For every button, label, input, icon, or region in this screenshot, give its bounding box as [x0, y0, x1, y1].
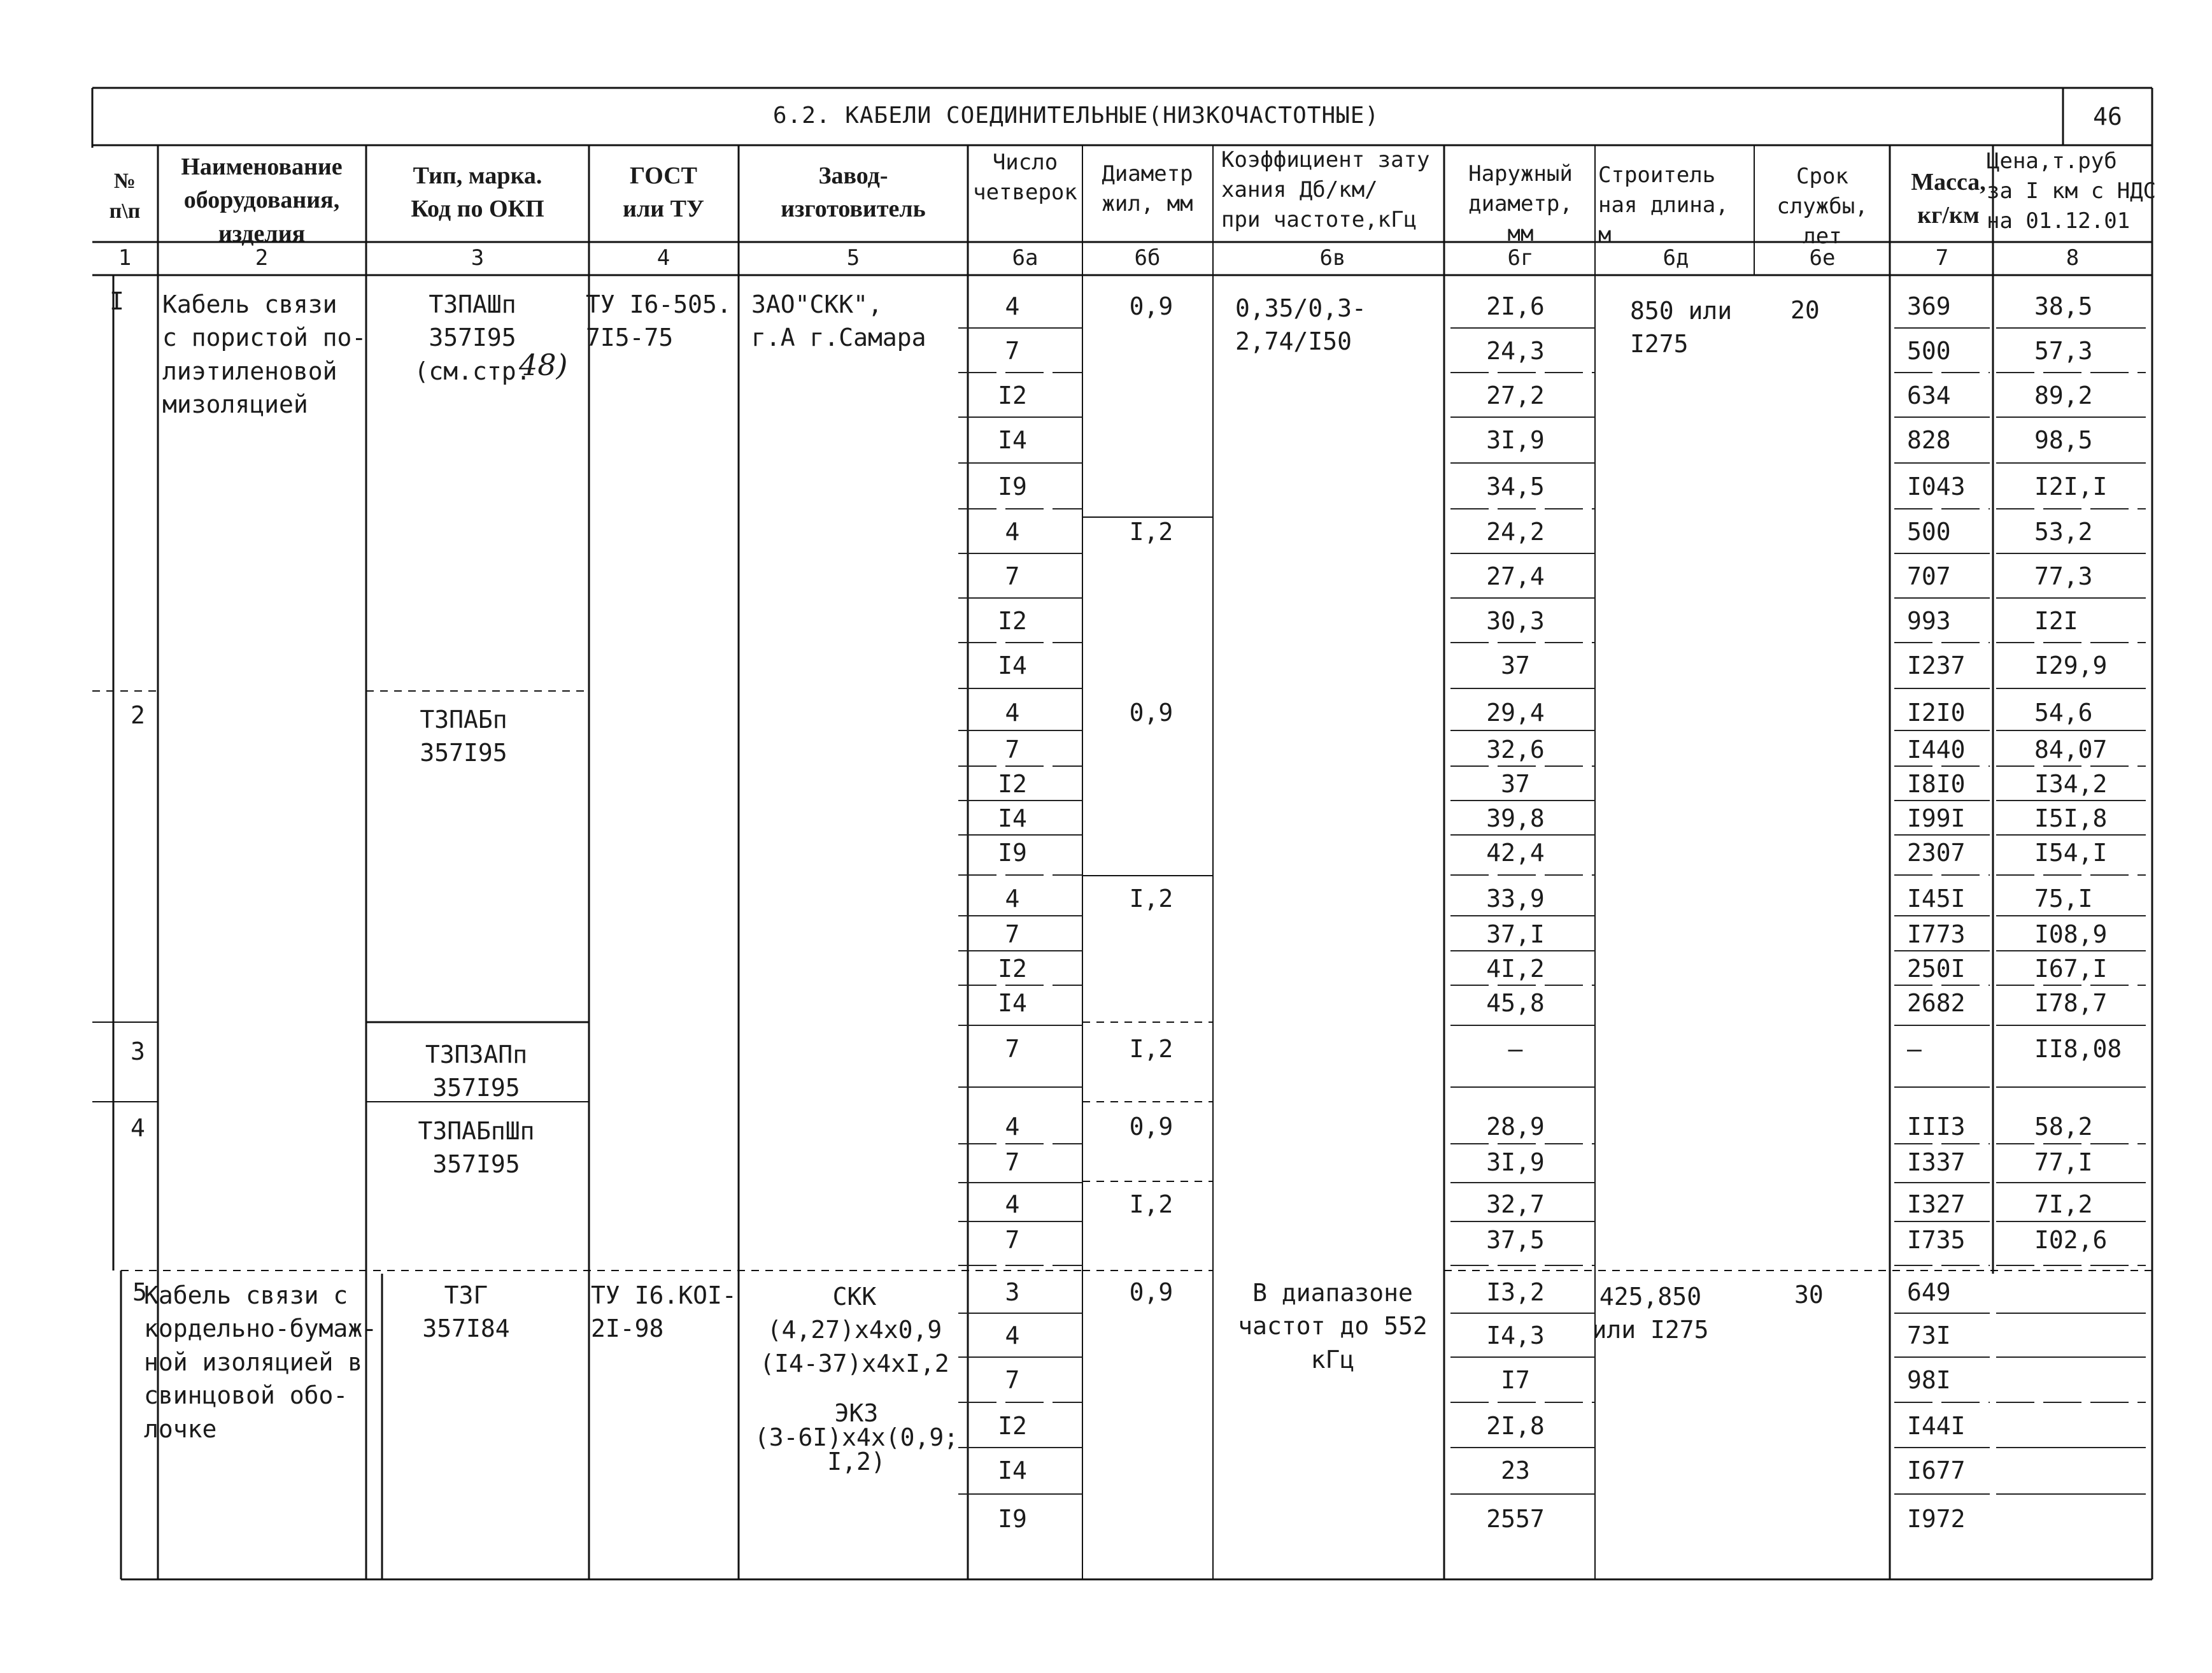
- mass-value: 2682: [1907, 989, 1966, 1017]
- header-diameter: Диаметр жил, мм: [1102, 161, 1193, 217]
- item-attenuation: 0,35/0,3- 2,74/I50: [1235, 294, 1366, 356]
- price-value: 57,3: [2034, 337, 2093, 365]
- diameter-value: 0,9: [1129, 292, 1173, 320]
- column-number: 6а: [1012, 245, 1039, 271]
- price-value: 89,2: [2034, 381, 2093, 409]
- item-maker: ЗАО"СКК", г.А г.Самара: [751, 290, 926, 352]
- outer-diameter-value: 34,5: [1486, 473, 1545, 501]
- quads-value: I2: [998, 1412, 1027, 1440]
- item-type: ТЗГ 357I84: [422, 1281, 510, 1343]
- quads-value: I9: [998, 1505, 1027, 1533]
- column-number: 6в: [1319, 245, 1346, 271]
- outer-diameter-value: 2I,8: [1486, 1412, 1545, 1440]
- column-number: 6д: [1663, 245, 1689, 271]
- mass-value: 649: [1907, 1278, 1951, 1306]
- column-number: 8: [2066, 245, 2080, 271]
- mass-value: I237: [1907, 651, 1966, 680]
- page-number: 46: [2093, 103, 2122, 131]
- quads-value: 4: [1005, 1113, 1020, 1141]
- mass-value: I972: [1907, 1505, 1966, 1533]
- outer-diameter-value: 37,I: [1486, 920, 1545, 948]
- quads-value: 7: [1005, 736, 1020, 764]
- column-number: 1: [118, 245, 132, 271]
- header-gost: ГОСТ или ТУ: [623, 162, 704, 223]
- item-service-life: 30: [1794, 1281, 1824, 1309]
- outer-diameter-value: 32,7: [1486, 1190, 1545, 1218]
- quads-value: I9: [998, 473, 1027, 501]
- outer-diameter-value: 37: [1501, 651, 1530, 680]
- header-maker: Завод- изготовитель: [781, 162, 926, 223]
- outer-diameter-value: 39,8: [1486, 804, 1545, 832]
- mass-value: I8I0: [1907, 770, 1966, 798]
- price-value: I08,9: [2034, 920, 2108, 948]
- header-quads: Число четверок: [973, 150, 1077, 205]
- price-value: 53,2: [2034, 518, 2093, 546]
- quads-value: I4: [998, 804, 1027, 832]
- price-value: 58,2: [2034, 1113, 2093, 1141]
- diameter-value: I,2: [1129, 1190, 1173, 1218]
- price-value: 77,3: [2034, 562, 2093, 590]
- price-value: I5I,8: [2034, 804, 2108, 832]
- outer-diameter-value: I7: [1501, 1366, 1530, 1394]
- price-value: 77,I: [2034, 1148, 2093, 1176]
- diameter-value: 0,9: [1129, 1113, 1173, 1141]
- outer-diameter-value: —: [1508, 1035, 1523, 1063]
- price-value: 98,5: [2034, 426, 2093, 454]
- outer-diameter-value: 24,2: [1486, 518, 1545, 546]
- mass-value: I043: [1907, 473, 1966, 501]
- mass-value: 500: [1907, 518, 1951, 546]
- diameter-value: I,2: [1129, 518, 1173, 546]
- header-life: Срок службы, лет: [1776, 164, 1868, 249]
- row-number: 3: [131, 1037, 145, 1065]
- outer-diameter-value: 23: [1501, 1456, 1530, 1484]
- column-number: 2: [255, 245, 269, 271]
- diameter-value: I,2: [1129, 885, 1173, 913]
- price-value: I2I,I: [2034, 473, 2108, 501]
- header-no: № п\п: [109, 169, 141, 223]
- item-gost: ТУ I6-505. 7I5-75: [586, 290, 732, 352]
- item-name: Кабель связи с пористой по- лиэтиленовой мизоляцией: [162, 290, 367, 419]
- mass-value: I735: [1907, 1226, 1966, 1254]
- quads-value: 7: [1005, 1366, 1020, 1394]
- column-number: 4: [656, 245, 670, 271]
- header-attenuation: Коэффициент зату хания Дб/км/ при частоте,кГц: [1221, 147, 1430, 232]
- outer-diameter-value: 27,4: [1486, 562, 1545, 590]
- quads-value: 4: [1005, 699, 1020, 727]
- outer-diameter-value: 24,3: [1486, 337, 1545, 365]
- outer-diameter-value: 28,9: [1486, 1113, 1545, 1141]
- outer-diameter-value: I4,3: [1486, 1321, 1545, 1349]
- item-type: ТЗПАБпШп 357I95: [418, 1117, 535, 1179]
- item-maker-skk: СКК (4,27)х4х0,9 (I4-37)х4хI,2: [760, 1283, 949, 1378]
- quads-value: 7: [1005, 562, 1020, 590]
- outer-diameter-value: I3,2: [1486, 1278, 1545, 1306]
- quads-value: 7: [1005, 337, 1020, 365]
- quads-value: I2: [998, 381, 1027, 409]
- mass-value: I440: [1907, 736, 1966, 764]
- column-number: 6г: [1507, 245, 1534, 271]
- item-type: ТЗПАБп 357I95: [420, 706, 507, 767]
- column-number: 6б: [1134, 245, 1161, 271]
- row-number: 4: [131, 1114, 145, 1142]
- price-value: I54,I: [2034, 839, 2108, 867]
- diameter-value: 0,9: [1129, 1278, 1173, 1306]
- mass-value: 993: [1907, 607, 1951, 635]
- price-value: II8,08: [2034, 1035, 2122, 1063]
- quads-value: I2: [998, 607, 1027, 635]
- mass-value: 634: [1907, 381, 1951, 409]
- quads-value: I4: [998, 989, 1027, 1017]
- header-length: Строитель ная длина, м: [1598, 162, 1729, 248]
- mass-value: 828: [1907, 426, 1951, 454]
- quads-value: 4: [1005, 885, 1020, 913]
- mass-value: I45I: [1907, 885, 1966, 913]
- column-number: 5: [846, 245, 860, 271]
- mass-value: I2I0: [1907, 699, 1966, 727]
- mass-value: I773: [1907, 920, 1966, 948]
- mass-value: 98I: [1907, 1366, 1951, 1394]
- price-value: 84,07: [2034, 736, 2108, 764]
- page-reference-handwritten: 48): [519, 348, 568, 382]
- outer-diameter-value: 2I,6: [1486, 292, 1545, 320]
- header-price: Цена,т.руб за I км с НДС на 01.12.01: [1987, 148, 2157, 234]
- outer-diameter-value: 37,5: [1486, 1226, 1545, 1254]
- mass-value: 500: [1907, 337, 1951, 365]
- quads-value: 3: [1005, 1278, 1020, 1306]
- outer-diameter-value: 45,8: [1486, 989, 1545, 1017]
- quads-value: I9: [998, 839, 1027, 867]
- price-value: 75,I: [2034, 885, 2093, 913]
- mass-value: 250I: [1907, 955, 1966, 983]
- outer-diameter-value: 30,3: [1486, 607, 1545, 635]
- mass-value: I327: [1907, 1190, 1966, 1218]
- mass-value: I44I: [1907, 1412, 1966, 1440]
- price-value: I02,6: [2034, 1226, 2108, 1254]
- quads-value: I2: [998, 770, 1027, 798]
- mass-value: I99I: [1907, 804, 1966, 832]
- item-gost: ТУ I6.КОI- 2I-98: [591, 1281, 737, 1343]
- price-value: I34,2: [2034, 770, 2108, 798]
- quads-value: 4: [1005, 1321, 1020, 1349]
- quads-value: I4: [998, 651, 1027, 680]
- header-name: Наименование оборудования, изделия: [181, 153, 343, 247]
- item-type: ТЗПЗАПп 357I95: [425, 1041, 528, 1102]
- header-mass: Масса, кг/км: [1911, 169, 1986, 229]
- outer-diameter-value: 29,4: [1486, 699, 1545, 727]
- quads-value: 4: [1005, 292, 1020, 320]
- price-value: I67,I: [2034, 955, 2108, 983]
- row-number: I: [110, 287, 124, 315]
- outer-diameter-value: 33,9: [1486, 885, 1545, 913]
- header-outer-diameter: Наружный диаметр, мм: [1468, 161, 1573, 246]
- quads-value: 4: [1005, 518, 1020, 546]
- row-number: 2: [131, 701, 145, 729]
- mass-value: —: [1907, 1035, 1922, 1063]
- mass-value: III3: [1907, 1113, 1966, 1141]
- quads-value: 7: [1005, 1226, 1020, 1254]
- quads-value: 7: [1005, 920, 1020, 948]
- price-value: 54,6: [2034, 699, 2093, 727]
- column-number: 6е: [1809, 245, 1836, 271]
- item-service-life: 20: [1790, 296, 1820, 324]
- column-number: 3: [471, 245, 485, 271]
- row-number: 5: [132, 1278, 147, 1306]
- quads-value: 7: [1005, 1035, 1020, 1063]
- header-type: Тип, марка. Код по ОКП: [411, 162, 544, 223]
- item-length: 850 или I275: [1630, 297, 1733, 359]
- diameter-value: I,2: [1129, 1035, 1173, 1063]
- item-name: Кабель связи с кордельно-бумаж- ной изоляцией в свинцовой обо- лочке: [144, 1281, 378, 1443]
- mass-value: I337: [1907, 1148, 1966, 1176]
- mass-value: 2307: [1907, 839, 1966, 867]
- mass-value: 707: [1907, 562, 1951, 590]
- price-value: I29,9: [2034, 651, 2108, 680]
- column-number: 7: [1935, 245, 1949, 271]
- mass-value: 73I: [1907, 1321, 1951, 1349]
- price-value: I2I: [2034, 607, 2078, 635]
- quads-value: 4: [1005, 1190, 1020, 1218]
- item-maker-ekz: ЭКЗ (3-6I)х4х(0,9; I,2): [754, 1399, 959, 1476]
- table-title: 6.2. КАБЕЛИ СОЕДИНИТЕЛЬНЫЕ(НИЗКОЧАСТОТНЫЕ): [772, 103, 1380, 129]
- item-length: 425,850 или I275: [1592, 1283, 1709, 1344]
- item-attenuation: В диапазоне частот до 552 кГц: [1238, 1279, 1428, 1374]
- outer-diameter-value: 2557: [1486, 1505, 1545, 1533]
- outer-diameter-value: 3I,9: [1486, 426, 1545, 454]
- mass-value: I677: [1907, 1456, 1966, 1484]
- outer-diameter-value: 37: [1501, 770, 1530, 798]
- quads-value: I4: [998, 426, 1027, 454]
- outer-diameter-value: 3I,9: [1486, 1148, 1545, 1176]
- outer-diameter-value: 32,6: [1486, 736, 1545, 764]
- price-value: 38,5: [2034, 292, 2093, 320]
- diameter-value: 0,9: [1129, 699, 1173, 727]
- outer-diameter-value: 27,2: [1486, 381, 1545, 409]
- quads-value: 7: [1005, 1148, 1020, 1176]
- mass-value: 369: [1907, 292, 1951, 320]
- quads-value: I4: [998, 1456, 1027, 1484]
- price-value: 7I,2: [2034, 1190, 2093, 1218]
- outer-diameter-value: 42,4: [1486, 839, 1545, 867]
- item-type: ТЗПАШп 357I95 (см.стр.: [414, 290, 531, 385]
- outer-diameter-value: 4I,2: [1486, 955, 1545, 983]
- quads-value: I2: [998, 955, 1027, 983]
- price-value: I78,7: [2034, 989, 2108, 1017]
